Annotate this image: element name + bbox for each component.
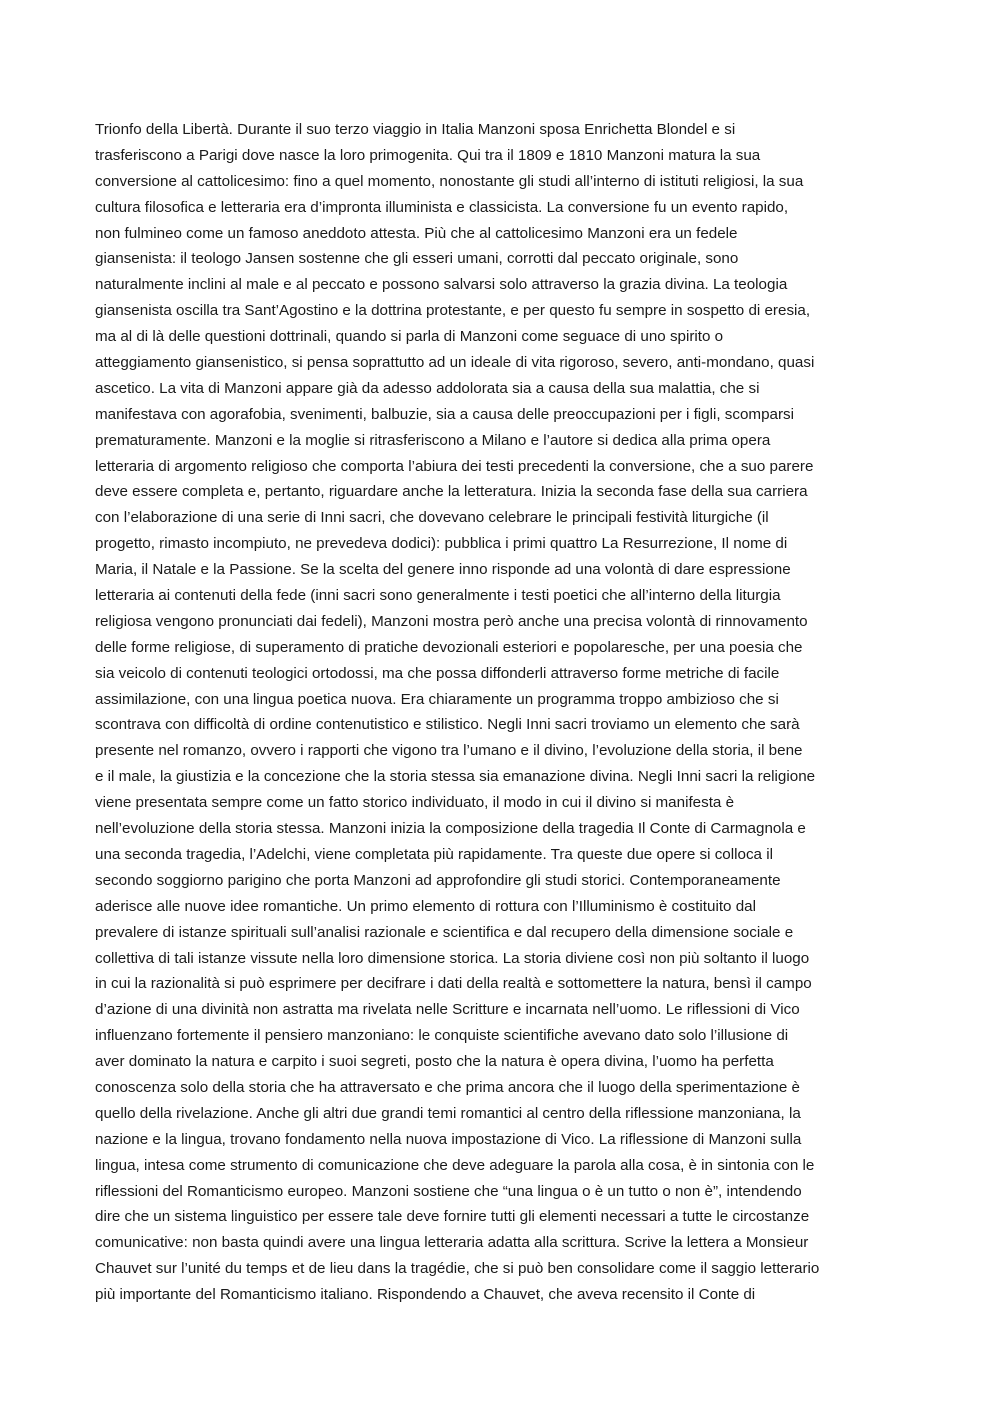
text-line: comunicative: non basta quindi avere una lingua letteraria adatta alla scrittura. Scrive la lettera a Monsieur xyxy=(95,1234,809,1252)
text-line: sia veicolo di contenuti teologici ortodossi, ma che possa diffonderli attraverso forme metriche di facile xyxy=(95,664,780,682)
text-line: Maria, il Natale e la Passione. Se la scelta del genere inno risponde ad una volontà di dare espressione xyxy=(95,561,791,579)
text-line: naturalmente inclini al male e al peccato e possono salvarsi solo attraverso la grazia divina. La teologia xyxy=(95,276,788,294)
text-line: aderisce alle nuove idee romantiche. Un primo elemento di rottura con l’Illuminismo è costituito dal xyxy=(95,897,756,915)
text-line: giansenista: il teologo Jansen sostenne che gli esseri umani, corrotti dal peccato originale, sono xyxy=(95,250,739,268)
text-line: prematuramente. Manzoni e la moglie si ritrasferiscono a Milano e l’autore si dedica alla prima opera xyxy=(95,431,771,449)
text-line: nazione e la lingua, trovano fondamento nella nuova impostazione di Vico. La riflessione di Manzoni sulla xyxy=(95,1130,802,1148)
text-line: conoscenza solo della storia che ha attraversato e che prima ancora che il luogo della sperimentazione è xyxy=(95,1078,800,1096)
text-line: manifestava con agorafobia, svenimenti, balbuzie, sia a causa delle preoccupazioni per i figli, scomparsi xyxy=(95,405,795,423)
text-line: e il male, la giustizia e la concezione che la storia stessa sia emanazione divina. Negli Inni sacri la religione xyxy=(95,768,816,786)
text-line: presente nel romanzo, ovvero i rapporti che vigono tra l’umano e il divino, l’evoluzione della storia, il bene xyxy=(95,742,803,760)
text-line: delle forme religiose, di superamento di pratiche devozionali esteriori e popolaresche, per una poesia che xyxy=(95,638,803,656)
text-line: conversione al cattolicesimo: fino a quel momento, nonostante gli studi all’interno di istituti religiosi, la sua xyxy=(95,172,804,190)
text-line: religiosa vengono pronunciati dai fedeli), Manzoni mostra però anche una precisa volontà di rinnovamento xyxy=(95,612,808,630)
text-line: cultura filosofica e letteraria era d’impronta illuminista e classicista. La conversione fu un evento rapido, xyxy=(95,198,789,216)
text-line: letteraria ai contenuti della fede (inni sacri sono generalmente i testi poetici che all’interno della liturgia xyxy=(95,587,781,605)
text-line: riflessioni del Romanticismo europeo. Manzoni sostiene che “una lingua o è un tutto o non è”, intendendo xyxy=(95,1182,802,1200)
text-line: non fulmineo come un famoso aneddoto attesta. Più che al cattolicesimo Manzoni era un fedele xyxy=(95,224,738,242)
text-line: aver dominato la natura e carpito i suoi segreti, posto che la natura è opera divina, l’uomo ha perfetta xyxy=(95,1053,774,1071)
text-line: Trionfo della Libertà. Durante il suo terzo viaggio in Italia Manzoni sposa Enrichetta Blondel e si xyxy=(95,121,736,138)
text-line: quello della rivelazione. Anche gli altri due grandi temi romantici al centro della riflessione manzoniana, la xyxy=(95,1104,801,1122)
text-line: ascetico. La vita di Manzoni appare già da adesso addolorata sia a causa della sua malattia, che si xyxy=(95,379,760,397)
text-line: deve essere completa e, pertanto, riguardare anche la letteratura. Inizia la seconda fase della sua carriera xyxy=(95,483,808,501)
text-line: dire che un sistema linguistico per essere tale deve fornire tutti gli elementi necessari a tutte le circostanze xyxy=(95,1208,810,1226)
text-line: d’azione di una divinità non astratta ma rivelata nelle Scritture e incarnata nell’uomo. Le riflessioni di Vico xyxy=(95,1001,800,1019)
text-line: viene presentata sempre come un fatto storico individuato, il modo in cui il divino si manifesta è xyxy=(95,794,735,812)
text-line: una seconda tragedia, l’Adelchi, viene completata più rapidamente. Tra queste due opere si colloca il xyxy=(95,845,773,863)
text-line: scontrava con difficoltà di ordine contenutistico e stilistico. Negli Inni sacri troviamo un elemento che sarà xyxy=(95,716,800,734)
text-line: trasferiscono a Parigi dove nasce la loro primogenita. Qui tra il 1809 e 1810 Manzoni matura la sua xyxy=(95,146,761,164)
text-line: lingua, intesa come strumento di comunicazione che deve adeguare la parola alla cosa, è in sintonia con le xyxy=(95,1156,815,1174)
text-line: collettiva di tali istanze vissute nella loro dimensione storica. La storia diviene così non più soltanto il luogo xyxy=(95,949,810,967)
body-text xyxy=(95,117,907,1308)
text-line: progetto, rimasto incompiuto, ne prevedeva dodici): pubblica i primi quattro La Resurrezione, Il nome di xyxy=(95,535,788,553)
text-line: secondo soggiorno parigino che porta Manzoni ad approfondire gli studi storici. Contemporaneamente xyxy=(95,871,781,889)
text-line: letteraria di argomento religioso che comporta l’abiura dei testi precedenti la conversione, che a suo parere xyxy=(95,457,814,475)
text-line: ma al di là delle questioni dottrinali, quando si parla di Manzoni come seguace di uno spirito o xyxy=(95,328,724,346)
text-line: più importante del Romanticismo italiano. Rispondendo a Chauvet, che aveva recensito il Conte di xyxy=(95,1286,756,1304)
text-line: assimilazione, con una lingua poetica nuova. Era chiaramente un programma troppo ambizioso che si xyxy=(95,690,779,708)
text-line: in cui la razionalità si può esprimere per decifrare i dati della realtà e sottomettere la natura, bensì il campo xyxy=(95,975,812,993)
text-line: prevalere di istanze spirituali sull’analisi razionale e scientifica e dal recupero della dimensione sociale e xyxy=(95,923,794,941)
text-line: Chauvet sur l’unité du temps et de lieu dans la tragédie, che si può ben consolidare come il saggio letterario xyxy=(95,1260,820,1278)
text-line: nell’evoluzione della storia stessa. Manzoni inizia la composizione della tragedia Il Conte di Carmagnola e xyxy=(95,820,806,838)
text-line: con l’elaborazione di una serie di Inni sacri, che dovevano celebrare le principali festività liturgiche (il xyxy=(95,509,769,527)
text-line: influenzano fortemente il pensiero manzoniano: le conquiste scientifiche avevano dato solo l’illusione di xyxy=(95,1027,789,1045)
text-line: giansenista oscilla tra Sant’Agostino e la dottrina protestante, e per questo fu sempre in sospetto di eresia, xyxy=(95,302,811,320)
text-line: atteggiamento giansenistico, si pensa soprattutto ad un ideale di vita rigoroso, severo, anti-mondano, quasi xyxy=(95,354,815,372)
